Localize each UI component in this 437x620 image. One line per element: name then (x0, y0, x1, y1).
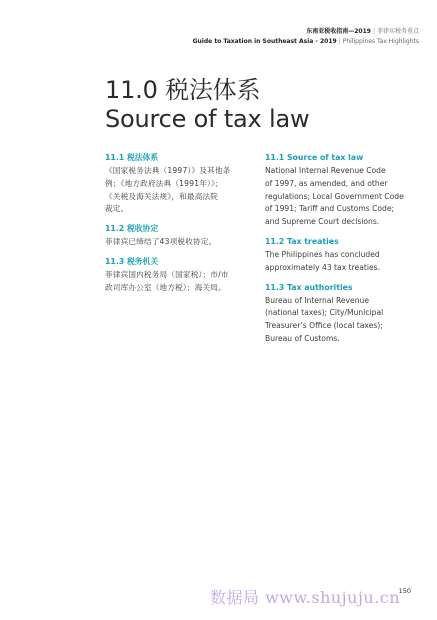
header-guide-title-cn: 东南亚税收指南—2019 (306, 28, 371, 35)
page-title (105, 76, 309, 134)
header-subtitle-en: Philippines Tax Highlights (342, 37, 419, 45)
section-heading: 11.1 税法体系 (105, 153, 159, 162)
section-text-line: Bureau of Internal Revenue (265, 295, 370, 305)
english-section (265, 282, 425, 346)
section-text-line: 菲律宾已缔结了43项税收协定。 (105, 237, 217, 247)
section-text-line: 政司库办公室（地方税）；海关局。 (105, 282, 226, 292)
section-heading: 11.2 Tax treaties (265, 236, 339, 246)
section-text-line: (national taxes); City/Municipal (265, 308, 384, 318)
section-text-line: of 1997, as amended, and other (265, 178, 388, 188)
section-text-line: regulations; Local Government Code (265, 191, 404, 201)
section-text-line: 例；《地方政府法典（1991年）》； (105, 178, 223, 188)
page-header (193, 27, 419, 46)
header-guide-title-en: Guide to Taxation in Southeast Asia - 2019 (192, 37, 337, 45)
section-text-line: Bureau of Customs. (265, 333, 340, 343)
header-line-2 (193, 37, 419, 47)
section-text-line: approximately 43 tax treaties. (265, 262, 380, 272)
section-text-line: National Internal Revenue Code (265, 166, 386, 175)
section-text-line: The Philippines has concluded (265, 249, 380, 259)
page-title-english: Source of tax law (105, 105, 310, 133)
section-heading: 11.1 Source of tax law (265, 153, 364, 162)
english-section (265, 236, 425, 275)
chinese-section (105, 223, 255, 249)
section-heading: 11.3 Tax authorities (265, 282, 353, 292)
chinese-section (105, 152, 255, 216)
section-text-line: 菲律宾国内税务局（国家税）；市/市 (105, 269, 229, 279)
header-subtitle-cn: 菲律宾税务重点 (376, 28, 419, 35)
watermark: 数据局 www.shujuju.cn (210, 588, 401, 607)
header-line-1 (193, 27, 419, 37)
section-text-line: 《关税及海关法规》，和最高法院 (105, 191, 219, 201)
chinese-section (105, 256, 255, 295)
header-separator: | (372, 28, 375, 35)
section-text-line: Treasurer’s Office (local taxes); (265, 321, 383, 331)
page-number: 150 (398, 587, 411, 595)
page-title-chinese: 11.0 税法体系 (105, 76, 261, 104)
header-separator: | (338, 37, 341, 45)
chinese-column (105, 152, 255, 302)
section-text-line: of 1991; Tariff and Customs Code; (265, 204, 395, 214)
section-heading: 11.2 税收协定 (105, 224, 159, 234)
english-section (265, 152, 425, 229)
section-text-line: 《国家税务法典（1997）》及其他条 (105, 166, 231, 175)
section-text-line: and Supreme Court decisions. (265, 217, 380, 227)
section-heading: 11.3 税务机关 (105, 256, 159, 266)
section-text-line: 裁定。 (105, 204, 129, 214)
english-column (265, 152, 425, 353)
